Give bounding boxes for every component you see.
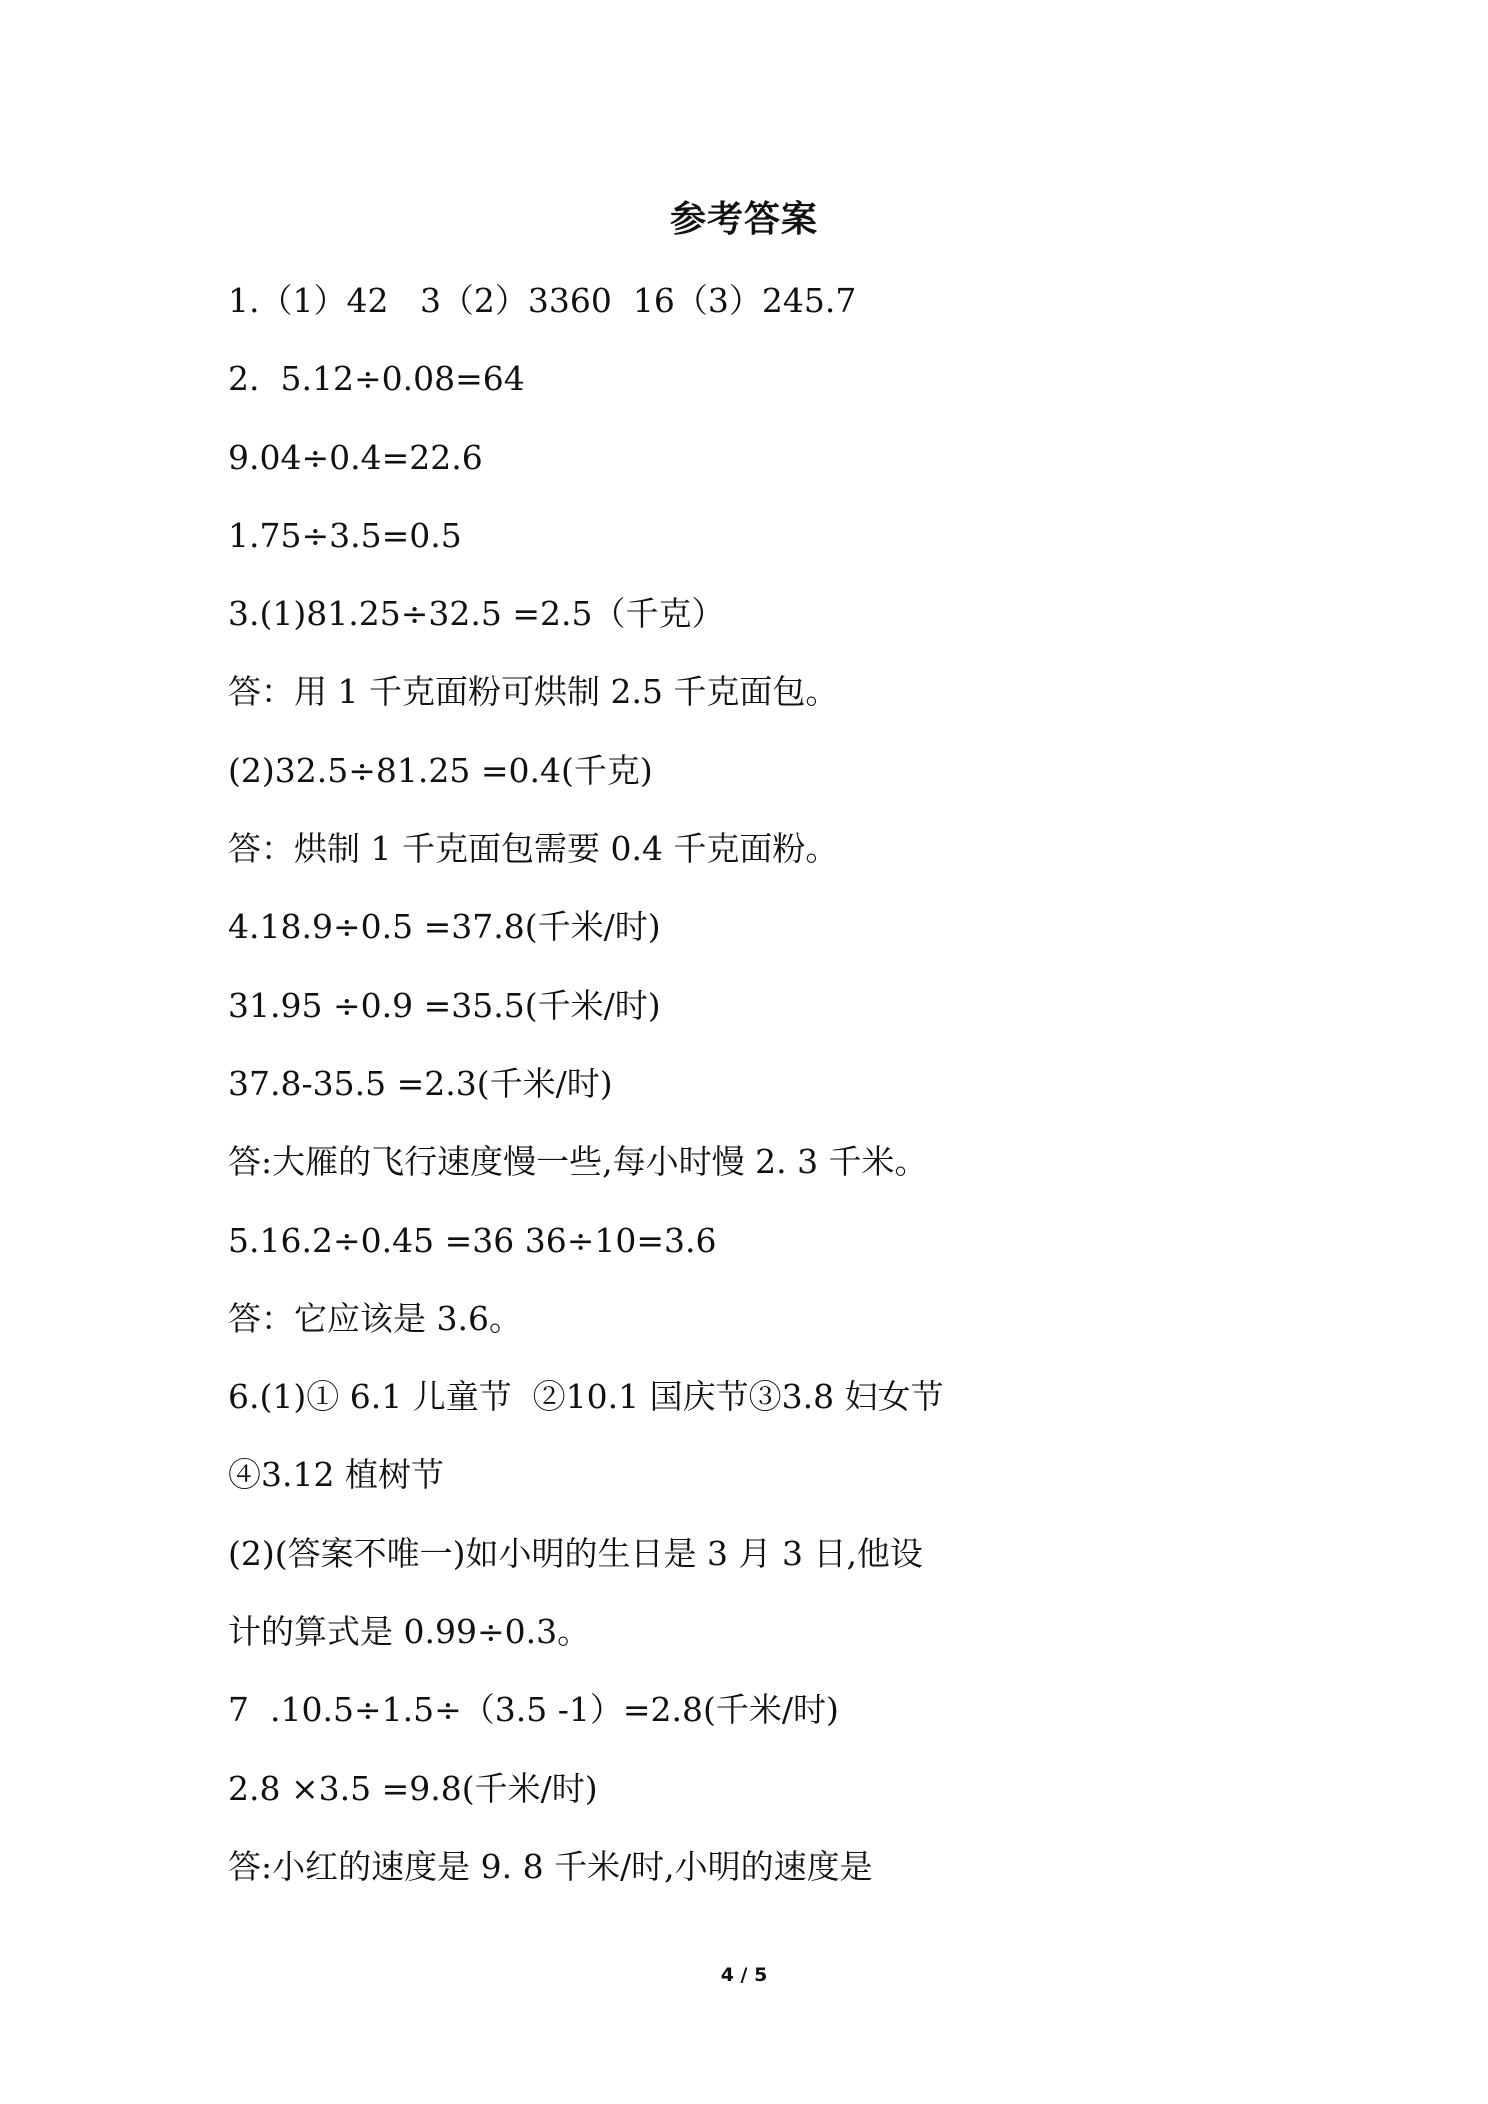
answer-line-3: 9.04÷0.4=22.6	[228, 437, 483, 477]
answer-line-11: 37.8-35.5 =2.3(千米/时)	[228, 1063, 613, 1103]
answer-line-1: 1.（1）42 3（2）3360 16（3）245.7	[228, 281, 857, 320]
answer-line-13: 5.16.2÷0.45 =36 36÷10=3.6	[228, 1220, 717, 1260]
answer-lines	[228, 276, 1288, 1920]
answer-line-7: (2)32.5÷81.25 =0.4(千克)	[228, 750, 653, 790]
answer-line-12: 答:大雁的飞行速度慢一些,每小时慢 2. 3 千米。	[228, 1142, 928, 1182]
answer-line-15: 6.(1)① 6.1 儿童节 ②10.1 国庆节③3.8 妇女节	[228, 1377, 944, 1417]
page-number: 4 / 5	[720, 1964, 768, 1986]
answer-line-5: 3.(1)81.25÷32.5 =2.5（千克）	[228, 594, 725, 634]
page-title: 参考答案	[669, 199, 818, 240]
answer-line-9: 4.18.9÷0.5 =37.8(千米/时)	[228, 907, 661, 947]
answer-line-20: 2.8 ×3.5 =9.8(千米/时)	[228, 1768, 598, 1808]
answer-line-21: 答:小红的速度是 9. 8 千米/时,小明的速度是	[228, 1846, 873, 1886]
answer-line-16: ④3.12 植树节	[228, 1455, 444, 1495]
answer-line-4: 1.75÷3.5=0.5	[228, 515, 462, 555]
answer-line-2: 2. 5.12÷0.08=64	[228, 359, 525, 399]
answer-line-10: 31.95 ÷0.9 =35.5(千米/时)	[228, 985, 661, 1025]
answer-line-18: 计的算式是 0.99÷0.3。	[228, 1612, 591, 1652]
answer-line-14: 答：它应该是 3.6。	[228, 1298, 522, 1338]
answer-line-17: (2)(答案不唯一)如小明的生日是 3 月 3 日,他设	[228, 1533, 923, 1573]
answer-line-8: 答：烘制 1 千克面包需要 0.4 千克面粉。	[228, 829, 839, 869]
answer-line-6: 答：用 1 千克面粉可烘制 2.5 千克面包。	[228, 672, 839, 712]
answer-line-19: 7 .10.5÷1.5÷（3.5 -1）=2.8(千米/时)	[228, 1690, 839, 1730]
